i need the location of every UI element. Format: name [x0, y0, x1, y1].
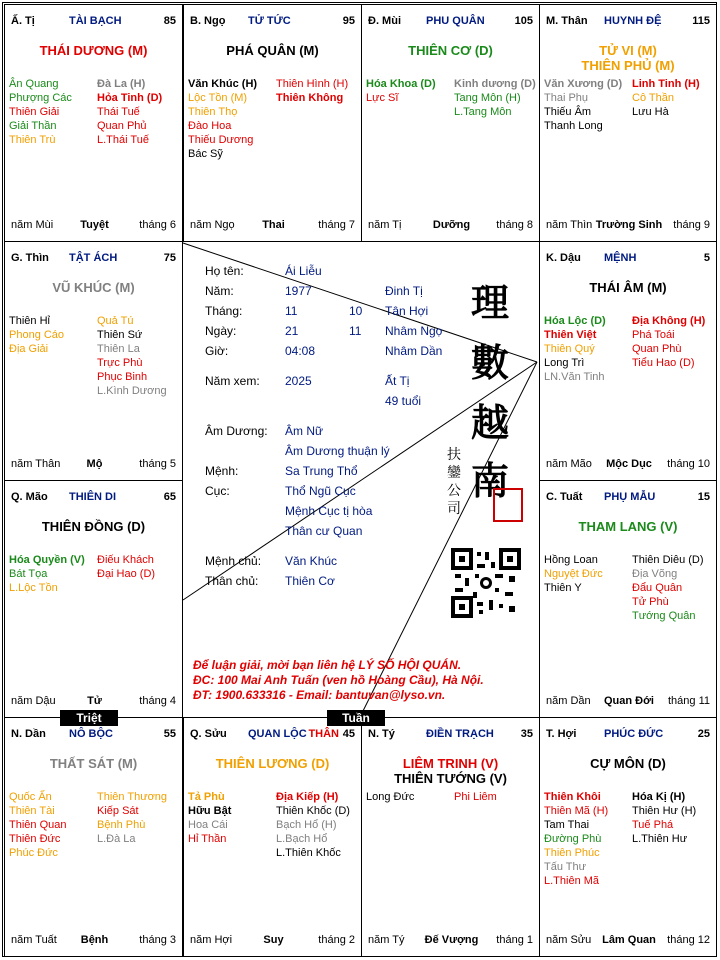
minor-star: Đào Hoa [188, 120, 232, 132]
palace-number: 75 [163, 252, 176, 264]
minor-star: Thanh Long [544, 120, 603, 132]
minor-star: Thiên Thọ [188, 106, 238, 118]
brand-sub [447, 446, 463, 518]
minor-star: Địa Không (H) [632, 315, 706, 327]
palace-name: TẬT ÁCH [69, 252, 118, 264]
minor-star: Phượng Các [9, 92, 72, 104]
palace-name: PHU QUÂN [426, 15, 485, 27]
triet-tag: Triệt [60, 710, 118, 726]
footer-year: năm Tuất [11, 934, 57, 946]
minor-star: Thiên Phúc [544, 847, 600, 859]
palace-number: 45 [342, 728, 355, 740]
minor-star: L.Thái Tuế [97, 134, 149, 146]
contact-line-3: ĐT: 1900.633316 - Email: bantuvan@lyso.vn. [193, 688, 446, 702]
palace-position: M. Thân [546, 15, 588, 27]
minor-star: Đại Hao (D) [97, 568, 156, 580]
palace-name: NÔ BỘC [69, 728, 113, 740]
minor-star: Giải Thần [9, 120, 57, 132]
footer-month: tháng 8 [496, 219, 533, 231]
minor-star: Thiên Khôi [544, 791, 601, 803]
cuc-label: Cục: [205, 484, 230, 498]
minor-star: Phi Liêm [454, 791, 497, 803]
minor-star: Đẩu Quân [632, 582, 683, 594]
hour-canchi: Nhâm Dần [385, 344, 443, 358]
minor-star: Quốc Ấn [9, 791, 52, 803]
hour-label: Giờ: [205, 344, 229, 358]
minor-star: Tam Thai [544, 819, 590, 831]
minor-star: Điếu Khách [97, 554, 154, 566]
view-year-canchi: Ất Tị [385, 374, 410, 388]
footer-stage: Thai [262, 219, 285, 231]
month-label: Tháng: [205, 304, 243, 318]
name-value: Ái Liễu [285, 264, 322, 278]
main-star: THIÊN PHỦ (M) [581, 58, 675, 73]
minor-star: Thiên Đức [9, 833, 61, 845]
minor-star: Long Trì [544, 357, 585, 369]
palace-position: Q. Sửu [190, 728, 227, 740]
minor-star: Địa Giải [9, 343, 49, 355]
month-value: 11 [285, 304, 298, 318]
footer-stage: Trường Sinh [595, 219, 663, 231]
minor-star: Thiên Mã (H) [544, 805, 609, 817]
palace-name: HUYNH ĐỆ [604, 15, 662, 27]
palace-position: B. Ngọ [190, 15, 226, 27]
minor-star: L.Thiên Khốc [276, 847, 341, 859]
tuan-tag: Tuần [327, 710, 385, 726]
footer-month: tháng 1 [496, 934, 533, 946]
cuc-value: Thổ Ngũ Cục [285, 484, 356, 498]
footer-month: tháng 5 [139, 458, 176, 470]
footer-stage: Đế Vượng [424, 934, 479, 946]
minor-star: L.Tang Môn [454, 106, 512, 118]
minor-star: Phong Cáo [9, 329, 65, 341]
brand-char-2: 數 [471, 340, 510, 385]
footer-year: năm Mùi [11, 219, 54, 231]
minor-star: Thiếu Âm [544, 106, 592, 118]
minor-star: Văn Xương (D) [544, 78, 623, 90]
minor-star: L.Kình Dương [97, 385, 167, 397]
minor-star: Thiên Diêu (D) [632, 554, 704, 566]
palace-position: N. Tý [368, 728, 395, 740]
brand-sub-1: 扶 [447, 447, 461, 463]
day-lunar: 11 [349, 324, 362, 338]
minor-star: Bát Tọa [9, 568, 48, 580]
minor-star: Thiên Hình (H) [276, 78, 349, 90]
minor-star: Hóa Kị (H) [632, 791, 686, 803]
qr-code [451, 548, 521, 618]
minor-star: Thiên Tài [9, 805, 55, 817]
footer-month: tháng 2 [318, 934, 355, 946]
main-star: TỬ VI (M) [599, 43, 657, 58]
minor-star: LN.Văn Tinh [544, 371, 605, 383]
palace-name: ĐIỀN TRẠCH [426, 728, 494, 740]
footer-year: năm Tị [368, 219, 402, 231]
minor-star: Thiên Quý [544, 343, 595, 355]
palace-number: 105 [514, 15, 533, 27]
day-label: Ngày: [205, 324, 237, 338]
month-canchi: Tân Hợi [385, 304, 429, 318]
main-star: VŨ KHÚC (M) [52, 280, 135, 295]
palace-name: MỆNH [604, 252, 637, 264]
minor-star: Hỏa Tinh (D) [97, 92, 163, 104]
minor-star: Địa Kiếp (H) [276, 791, 339, 803]
footer-stage: Quan Đới [604, 695, 654, 707]
amduong-value: Âm Nữ [285, 424, 324, 438]
footer-month: tháng 9 [673, 219, 710, 231]
palace-position: G. Thìn [11, 252, 49, 264]
footer-stage: Tử [87, 695, 102, 707]
footer-month: tháng 12 [667, 934, 710, 946]
footer-month: tháng 4 [139, 695, 176, 707]
minor-star: Hóa Lộc (D) [544, 315, 606, 327]
brand-char-1: 理 [471, 280, 510, 325]
brand-char-3: 越 [471, 400, 510, 445]
minor-star: Lộc Tồn (M) [188, 92, 248, 104]
minor-star: Thiên Hỉ [9, 315, 50, 327]
minor-star: Phúc Đức [9, 847, 58, 859]
minor-star: Hồng Loan [544, 554, 598, 566]
minor-star: Thiên Việt [544, 329, 597, 341]
minor-star: Tấu Thư [544, 861, 587, 873]
footer-year: năm Mão [546, 458, 592, 470]
minor-star: Lưu Hà [632, 106, 669, 118]
palace-number: 115 [692, 15, 710, 27]
footer-stage: Dưỡng [432, 219, 471, 231]
minor-star: Linh Tinh (H) [632, 78, 700, 90]
minor-star: Cô Thần [632, 92, 674, 104]
minor-star: Thai Phụ [544, 92, 589, 104]
menh-label: Mệnh: [205, 464, 239, 478]
minor-star: Bệnh Phù [97, 819, 146, 831]
palace-position: Ấ. Tị [11, 15, 35, 27]
minor-star: Ân Quang [9, 78, 59, 90]
contact-line-1: Để luận giải, mời bạn liên hệ LÝ SỐ HỘI QUÁN. [193, 658, 462, 672]
footer-month: tháng 10 [667, 458, 710, 470]
menh-value: Sa Trung Thổ [285, 464, 358, 478]
minor-star: Đường Phù [544, 833, 602, 845]
main-star: CỰ MÔN (D) [590, 756, 666, 771]
palace-number: 35 [520, 728, 533, 740]
main-star: THAM LANG (V) [578, 519, 678, 534]
minor-star: Bạch Hổ (H) [276, 819, 337, 831]
palace-position: Q. Mão [11, 491, 48, 503]
minor-star: Địa Võng [632, 568, 678, 580]
footer-year: năm Dậu [11, 695, 56, 707]
palace-number: 25 [697, 728, 710, 740]
amduong-note: Âm Dương thuận lý [285, 444, 390, 458]
footer-year: năm Ngọ [190, 219, 235, 231]
minor-star: Lực Sĩ [366, 92, 399, 104]
minor-star: L.Bạch Hổ [276, 833, 328, 845]
main-star: THIÊN TƯỚNG (V) [394, 771, 507, 786]
footer-stage: Tuyệt [80, 219, 109, 231]
minor-star: Quả Tú [97, 315, 134, 327]
view-year-label: Năm xem: [205, 374, 260, 388]
minor-star: Văn Khúc (H) [188, 78, 258, 90]
name-label: Họ tên: [205, 264, 244, 278]
palace-name: TỬ TỨC [248, 15, 291, 27]
footer-stage: Bệnh [80, 934, 109, 946]
amduong-label: Âm Dương: [205, 424, 268, 438]
day-canchi: Nhâm Ngọ [385, 324, 443, 338]
minor-star: Phục Binh [97, 371, 148, 383]
minor-star: Đà La (H) [97, 78, 146, 90]
minor-star: Hữu Bật [188, 805, 232, 817]
year-value: 1977 [285, 284, 312, 298]
minor-star: Kiếp Sát [97, 805, 139, 817]
day-value: 21 [285, 324, 299, 338]
view-year-value: 2025 [285, 374, 312, 388]
main-star: THÁI ÂM (M) [589, 280, 667, 295]
main-star: THÁI DƯƠNG (M) [39, 43, 148, 58]
main-star: LIÊM TRINH (V) [402, 756, 499, 771]
palace-number: 85 [163, 15, 176, 27]
brand-sub-4: 司 [447, 501, 461, 517]
palace-position: T. Hợi [546, 728, 577, 740]
minor-star: Quan Phù [632, 343, 682, 355]
minor-star: Thiên La [97, 343, 140, 355]
footer-year: năm Dần [546, 695, 591, 707]
minor-star: Hóa Quyền (V) [9, 554, 85, 566]
minor-star: Tử Phù [632, 596, 669, 608]
age-value: 49 tuổi [385, 394, 422, 408]
palace-position: Đ. Mùi [368, 15, 401, 27]
year-canchi: Đinh Tị [385, 284, 423, 298]
contact-block [193, 658, 484, 703]
than-marker: THÂN [308, 728, 339, 740]
footer-month: tháng 11 [667, 695, 710, 707]
main-star: THIÊN LƯƠNG (D) [215, 756, 330, 771]
minor-star: Thiên Quan [9, 819, 67, 831]
footer-stage: Mộc Dục [606, 458, 652, 470]
year-label: Năm: [205, 284, 234, 298]
minor-star: Hỉ Thần [188, 833, 227, 845]
thanchu-label: Thân chủ: [205, 574, 259, 588]
minor-star: Thiếu Dương [188, 134, 254, 146]
minor-star: Bác Sỹ [188, 148, 223, 160]
menhchu-value: Văn Khúc [285, 554, 338, 568]
minor-star: Thiên Sứ [97, 329, 143, 341]
cuc-note: Mệnh Cục tị hòa [285, 504, 373, 518]
palace-number: 5 [703, 252, 710, 264]
minor-star: Thiên Trù [9, 134, 56, 146]
footer-year: năm Hợi [190, 934, 233, 946]
minor-star: Long Đức [366, 791, 415, 803]
palace-name: PHỤ MẪU [604, 491, 656, 503]
minor-star: Thái Tuế [97, 106, 140, 118]
center-info-panel [181, 240, 537, 718]
minor-star: Hóa Khoa (D) [366, 78, 436, 90]
footer-year: năm Sửu [546, 934, 592, 946]
main-star: THIÊN ĐỒNG (D) [41, 519, 146, 534]
minor-star: L.Đà La [97, 833, 136, 845]
brand-sub-3: 公 [447, 483, 461, 499]
minor-star: Thiên Thương [97, 791, 168, 803]
palace-number: 15 [697, 491, 710, 503]
minor-star: Quan Phủ [97, 120, 147, 132]
palace-name: TÀI BẠCH [69, 15, 122, 27]
palace-name: QUAN LỘC [248, 728, 307, 740]
footer-year: năm Thìn [546, 219, 593, 231]
minor-star: Kinh dương (D) [454, 78, 536, 90]
palace-number: 65 [163, 491, 176, 503]
minor-star: Tướng Quân [632, 610, 696, 622]
footer-stage: Mộ [86, 458, 103, 470]
footer-year: năm Thân [11, 458, 61, 470]
minor-star: L.Thiên Mã [544, 875, 600, 887]
main-star: THIÊN CƠ (D) [408, 43, 493, 58]
minor-star: Tang Môn (H) [454, 92, 521, 104]
minor-star: Thiên Giải [9, 106, 60, 118]
minor-star: Hoa Cái [188, 819, 228, 831]
minor-star: Thiên Không [276, 92, 344, 104]
contact-line-2: ĐC: 100 Mai Anh Tuấn (ven hồ Hoàng Cầu), Hà Nội. [193, 673, 484, 687]
footer-month: tháng 3 [139, 934, 176, 946]
brand-sub-2: 鑾 [447, 465, 461, 481]
than-cu: Thân cư Quan [285, 524, 363, 538]
footer-month: tháng 7 [318, 219, 355, 231]
minor-star: Nguyệt Đức [544, 568, 603, 580]
minor-star: Thiên Hư (H) [632, 805, 697, 817]
footer-stage: Lâm Quan [602, 934, 656, 946]
palace-position: K. Dậu [546, 252, 581, 264]
seal-stamp [493, 488, 523, 522]
minor-star: Phá Toái [632, 329, 675, 341]
footer-month: tháng 6 [139, 219, 176, 231]
palace-number: 55 [163, 728, 176, 740]
main-star: PHÁ QUÂN (M) [226, 43, 319, 58]
palace-position: N. Dần [11, 728, 46, 740]
month-lunar: 10 [349, 304, 363, 318]
minor-star: Trực Phù [97, 357, 143, 369]
thanchu-value: Thiên Cơ [285, 574, 335, 588]
minor-star: Tiểu Hao (D) [632, 357, 695, 369]
palace-number: 95 [342, 15, 355, 27]
minor-star: Thiên Khốc (D) [276, 805, 350, 817]
footer-stage: Suy [263, 934, 284, 946]
hour-value: 04:08 [285, 344, 316, 358]
palace-name: PHÚC ĐỨC [604, 728, 664, 740]
main-star: THẤT SÁT (M) [49, 756, 138, 771]
palace-position: C. Tuất [546, 491, 583, 503]
minor-star: L.Lộc Tồn [9, 582, 58, 594]
minor-star: Thiên Y [544, 582, 582, 594]
minor-star: L.Thiên Hư [632, 833, 688, 845]
brand-char-4: 南 [471, 458, 510, 503]
minor-star: Tả Phù [188, 791, 225, 803]
menhchu-label: Mệnh chủ: [205, 554, 262, 568]
minor-star: Tuế Phá [632, 819, 674, 831]
palace-name: THIÊN DI [69, 491, 117, 503]
footer-year: năm Tý [368, 934, 405, 946]
